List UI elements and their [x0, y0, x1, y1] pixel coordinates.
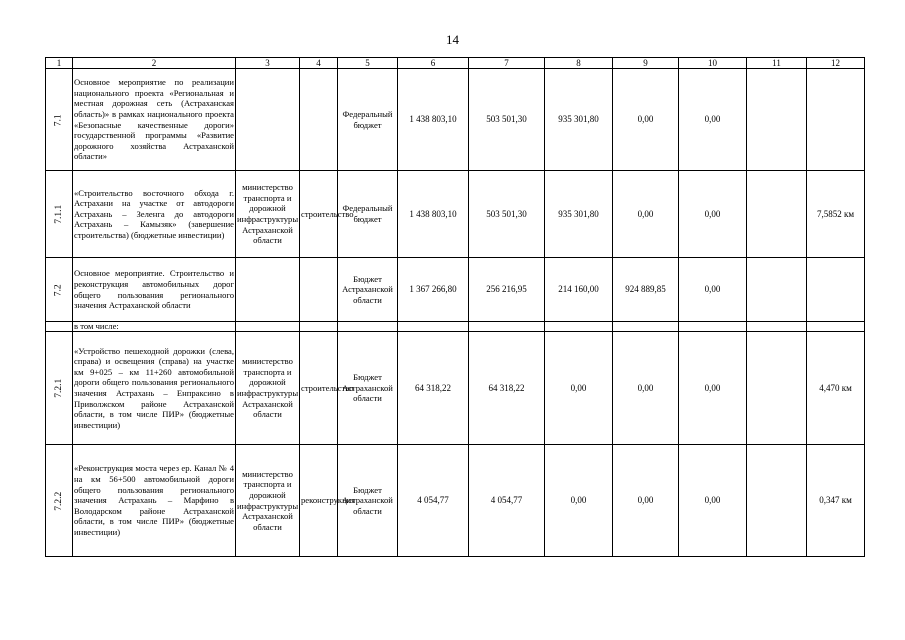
- col-header: 4: [300, 58, 338, 69]
- executor-cell: министерство транспорта и дорожной инфраструктуры Астраханской области: [236, 332, 300, 445]
- col-header: 7: [469, 58, 545, 69]
- col-header: 8: [545, 58, 613, 69]
- page-number: 14: [446, 32, 459, 47]
- value-cell: [747, 445, 807, 557]
- col-header: 2: [73, 58, 236, 69]
- funding-source: Бюджет Астраханской области: [338, 332, 398, 445]
- executor-cell: [236, 69, 300, 171]
- col-header: 3: [236, 58, 300, 69]
- executor-cell: министерство транспорта и дорожной инфраструктуры Астраханской области: [236, 171, 300, 258]
- empty-cell: [613, 322, 679, 332]
- value-cell: [747, 171, 807, 258]
- work-type-cell: строительство: [300, 171, 338, 258]
- value-cell: 64 318,22: [398, 332, 469, 445]
- value-cell: 1 367 266,80: [398, 258, 469, 322]
- work-type-cell: [300, 258, 338, 322]
- value-cell: 0,00: [679, 332, 747, 445]
- work-type-cell: [300, 69, 338, 171]
- value-cell: 0,00: [613, 69, 679, 171]
- col-header: 12: [807, 58, 865, 69]
- table-row: [46, 171, 865, 258]
- funding-source: Бюджет Астраханской области: [338, 445, 398, 557]
- activity-description: Основное мероприятие по реализации национального проекта «Региональная и местная дорожная сеть (Астраханская область)» в рамках национального проекта «Безопасные качественные дороги» государственной программы «Развитие дорожного хозяйства Астраханской области»: [73, 69, 236, 171]
- value-cell: 4 054,77: [398, 445, 469, 557]
- empty-cell: [469, 322, 545, 332]
- value-cell: 0,00: [613, 332, 679, 445]
- funding-source: Федеральный бюджет: [338, 171, 398, 258]
- empty-cell: [679, 322, 747, 332]
- executor-cell: министерство транспорта и дорожной инфраструктуры Астраханской области: [236, 445, 300, 557]
- value-cell: 256 216,95: [469, 258, 545, 322]
- value-cell: [747, 258, 807, 322]
- table-row: [46, 69, 865, 171]
- empty-cell: [398, 322, 469, 332]
- value-cell: 0,00: [545, 445, 613, 557]
- value-cell: [747, 332, 807, 445]
- col-header: 11: [747, 58, 807, 69]
- value-cell: 4 054,77: [469, 445, 545, 557]
- table-row: [46, 332, 865, 445]
- value-cell: 1 438 803,10: [398, 69, 469, 171]
- header-row: [46, 58, 865, 69]
- empty-cell: [807, 322, 865, 332]
- col-header: 6: [398, 58, 469, 69]
- value-cell: 0,00: [613, 171, 679, 258]
- row-number: 7.1.1: [46, 171, 73, 258]
- value-cell: 0,00: [679, 258, 747, 322]
- value-cell: 4,470 км: [807, 332, 865, 445]
- value-cell: 503 501,30: [469, 69, 545, 171]
- table-row: [46, 258, 865, 322]
- row-number: [46, 322, 73, 332]
- empty-cell: [236, 322, 300, 332]
- value-cell: [807, 258, 865, 322]
- value-cell: 1 438 803,10: [398, 171, 469, 258]
- col-header: 10: [679, 58, 747, 69]
- row-number: 7.2.1: [46, 332, 73, 445]
- value-cell: 0,00: [545, 332, 613, 445]
- value-cell: 0,00: [679, 445, 747, 557]
- empty-cell: [545, 322, 613, 332]
- work-type-cell: строительство: [300, 332, 338, 445]
- work-type-cell: реконструкция: [300, 445, 338, 557]
- row-number: 7.2: [46, 258, 73, 322]
- row-number: 7.1: [46, 69, 73, 171]
- value-cell: 935 301,80: [545, 69, 613, 171]
- empty-cell: [747, 322, 807, 332]
- value-cell: 214 160,00: [545, 258, 613, 322]
- value-cell: 924 889,85: [613, 258, 679, 322]
- col-header: 5: [338, 58, 398, 69]
- including-label: в том числе:: [73, 322, 236, 332]
- value-cell: 0,347 км: [807, 445, 865, 557]
- value-cell: 503 501,30: [469, 171, 545, 258]
- value-cell: 0,00: [679, 69, 747, 171]
- value-cell: 0,00: [613, 445, 679, 557]
- executor-cell: [236, 258, 300, 322]
- value-cell: [807, 69, 865, 171]
- value-cell: 64 318,22: [469, 332, 545, 445]
- empty-cell: [338, 322, 398, 332]
- program-table: [45, 57, 865, 557]
- funding-source: Бюджет Астраханской области: [338, 258, 398, 322]
- value-cell: 7,5852 км: [807, 171, 865, 258]
- table-row: [46, 445, 865, 557]
- subheading-row: [46, 322, 865, 332]
- activity-description: «Устройство пешеходной дорожки (слева, справа) и освещения (справа) на участке км 9+025 – км 11+260 автомобильной дороги общего пользования регионального значения Астрахань – Енпраксино в Приволжском районе Астраханской области, в том числе ПИР» (бюджетные инвестиции): [73, 332, 236, 445]
- value-cell: 935 301,80: [545, 171, 613, 258]
- funding-source: Федеральный бюджет: [338, 69, 398, 171]
- row-number: 7.2.2: [46, 445, 73, 557]
- activity-description: «Строительство восточного обхода г. Астрахани на участке от автодороги Астрахань – Зеленга до автодороги Астрахань – Камызяк» (завершение строительства) (бюджетные инвестиции): [73, 171, 236, 258]
- activity-description: Основное мероприятие. Строительство и реконструкция автомобильных дорог общего пользования регионального значения Астраханской области: [73, 258, 236, 322]
- col-header: 1: [46, 58, 73, 69]
- empty-cell: [300, 322, 338, 332]
- value-cell: 0,00: [679, 171, 747, 258]
- activity-description: «Реконструкция моста через ер. Канал № 4 на км 56+500 автомобильной дороги общего пользования регионального значения Астрахань – Марфино в Володарском районе Астраханской области, в том числе ПИР» (бюджетные инвестиции): [73, 445, 236, 557]
- value-cell: [747, 69, 807, 171]
- col-header: 9: [613, 58, 679, 69]
